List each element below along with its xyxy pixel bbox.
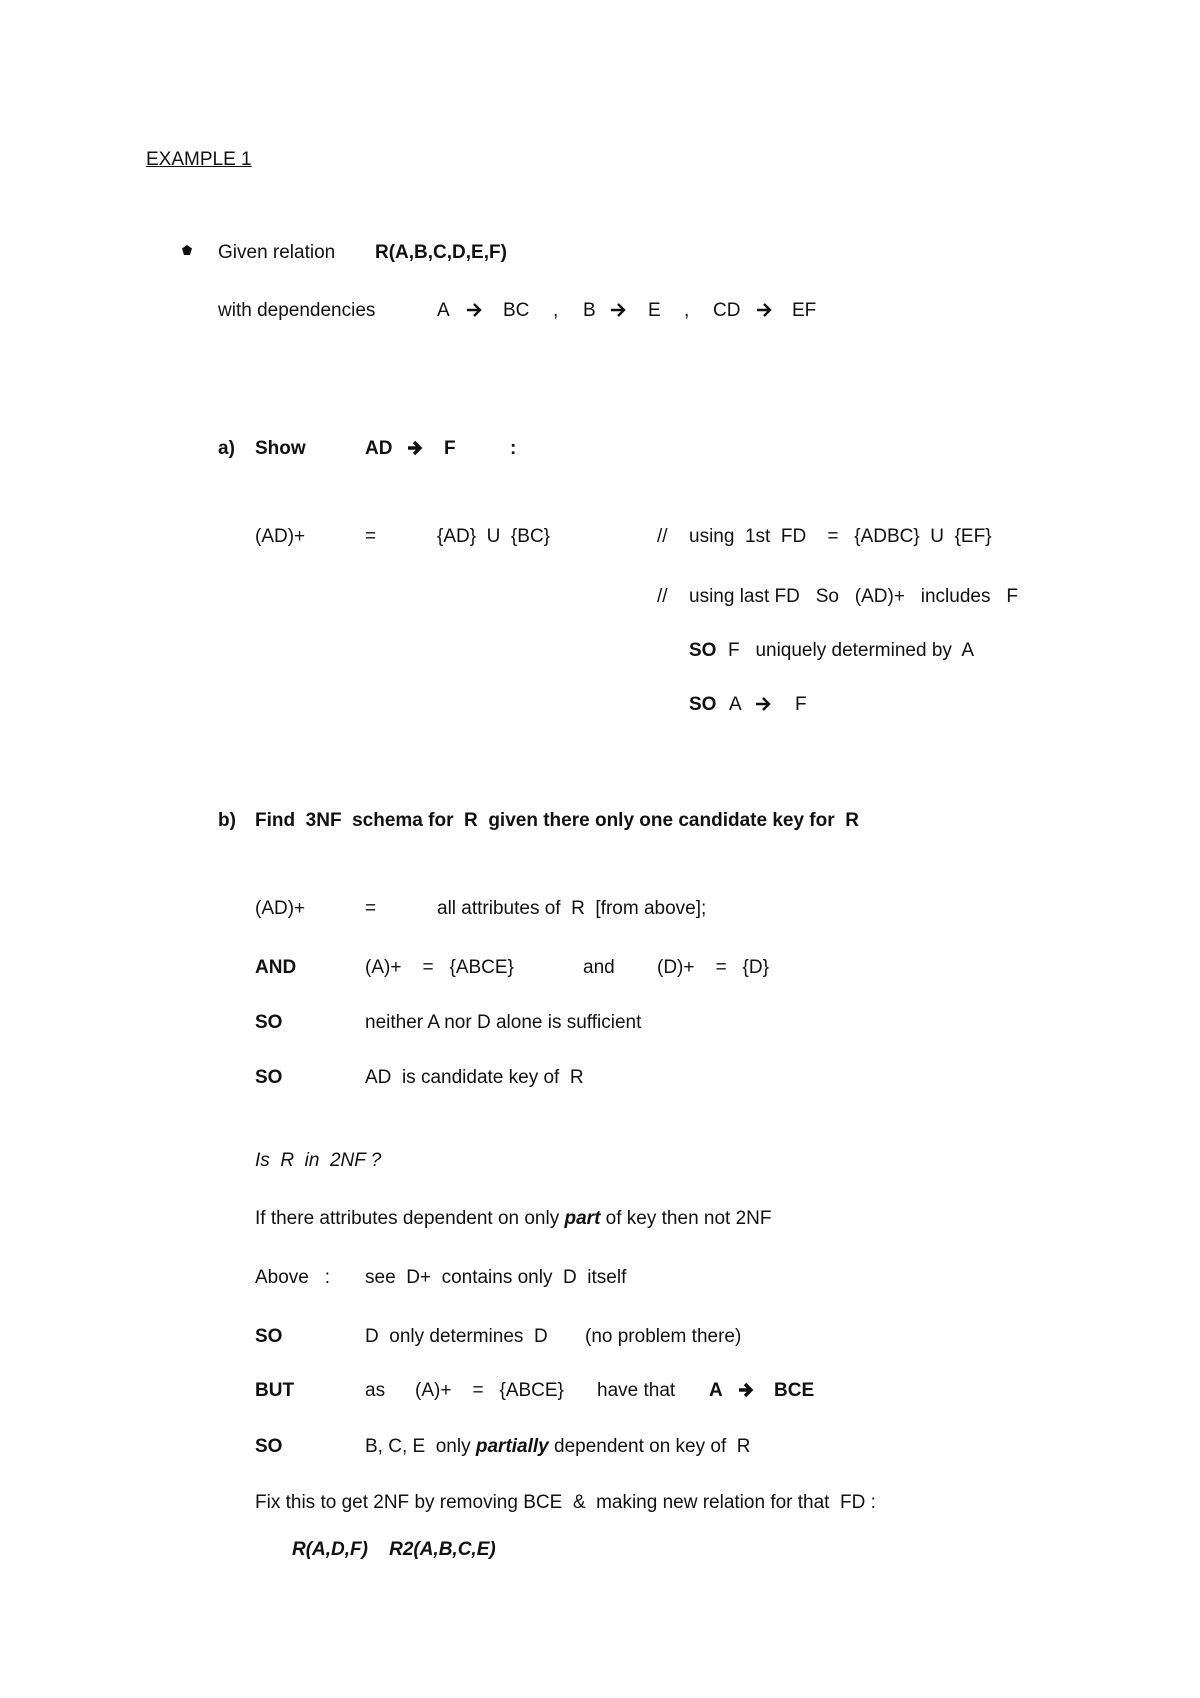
candidate-key-text: AD is candidate key of R [365, 1067, 584, 1088]
partial-text-end: dependent on key of R [548, 1436, 751, 1457]
part-b-label: b) [218, 810, 236, 831]
part-a-lhs: AD [365, 438, 393, 459]
arrow-right-icon [407, 440, 423, 456]
comment-slashes: // [657, 526, 668, 547]
example-heading: EXAMPLE 1 [146, 149, 252, 170]
fd-separator: , [553, 300, 559, 321]
conclusion-lhs: A [729, 694, 742, 715]
and-word: and [583, 957, 615, 978]
but-label: BUT [255, 1380, 295, 1401]
part-a-label: a) [218, 438, 235, 459]
neither-text: neither A nor D alone is sufficient [365, 1012, 642, 1033]
fd2-rhs: E [648, 300, 661, 321]
equals-sign: = [365, 898, 377, 919]
so-label: SO [689, 640, 717, 661]
arrow-right-icon [738, 1382, 754, 1398]
arrow-right-icon [610, 302, 626, 318]
fd1-lhs: A [437, 300, 450, 321]
rule-text-end: of key then not 2NF [600, 1208, 772, 1229]
resulting-relations: R(A,D,F) R2(A,B,C,E) [292, 1539, 496, 1560]
equals-sign: = [365, 526, 377, 547]
with-dependencies-label: with dependencies [218, 300, 376, 321]
so-label: SO [255, 1326, 283, 1347]
have-that-text: have that [597, 1380, 676, 1401]
and-label: AND [255, 957, 297, 978]
relation-schema: R(A,B,C,D,E,F) [375, 242, 507, 263]
fd-lhs: A [709, 1380, 723, 1401]
part-a-rhs: F [444, 438, 456, 459]
partial-text-start: B, C, E only [365, 1436, 476, 1457]
so-label: SO [255, 1012, 283, 1033]
fd3-rhs: EF [792, 300, 817, 321]
a-closure: (A)+ = {ABCE} [415, 1380, 564, 1401]
arrow-right-icon [756, 302, 772, 318]
bullet-icon [182, 245, 192, 255]
conclusion-rhs: F [795, 694, 807, 715]
comment-slashes: // [657, 586, 668, 607]
uniquely-determined-text: F uniquely determined by A [728, 640, 975, 661]
ad-closure: (AD)+ [255, 898, 306, 919]
above-text: see D+ contains only D itself [365, 1267, 627, 1288]
above-label: Above : [255, 1267, 330, 1288]
given-relation-text: Given relation [218, 242, 336, 263]
arrow-right-icon [466, 302, 482, 318]
no-problem-text: (no problem there) [585, 1326, 742, 1347]
as-word: as [365, 1380, 386, 1401]
comment-last-fd: using last FD So (AD)+ includes F [689, 586, 1018, 607]
arrow-right-icon [755, 696, 771, 712]
fd-rhs: BCE [774, 1380, 815, 1401]
fd3-lhs: CD [713, 300, 741, 321]
part-a-colon: : [510, 438, 517, 459]
all-attributes-text: all attributes of R [from above]; [437, 898, 707, 919]
2nf-rule [255, 1209, 772, 1228]
so-label: SO [689, 694, 717, 715]
fix-instruction: Fix this to get 2NF by removing BCE & making new relation for that FD : [255, 1492, 876, 1513]
so-label: SO [255, 1436, 283, 1457]
partial-emphasis: partially [475, 1436, 549, 1457]
part-b-title: Find 3NF schema for R given there only one candidate key for R [255, 810, 859, 831]
closure-expression: {AD} U {BC} [437, 526, 551, 547]
fd1-rhs: BC [503, 300, 530, 321]
ad-closure: (AD)+ [255, 526, 306, 547]
partial-dependency-text [365, 1437, 751, 1456]
d-determines-text: D only determines D [365, 1326, 548, 1347]
part-a-show: Show [255, 438, 306, 459]
rule-emphasis: part [564, 1208, 601, 1229]
fd2-lhs: B [583, 300, 596, 321]
2nf-question: Is R in 2NF ? [255, 1150, 382, 1171]
fd-separator: , [684, 300, 690, 321]
so-label: SO [255, 1067, 283, 1088]
comment-first-fd: using 1st FD = {ADBC} U {EF} [689, 526, 992, 547]
a-closure: (A)+ = {ABCE} [365, 957, 514, 978]
d-closure: (D)+ = {D} [657, 957, 769, 978]
rule-text-start: If there attributes dependent on only [255, 1208, 565, 1229]
